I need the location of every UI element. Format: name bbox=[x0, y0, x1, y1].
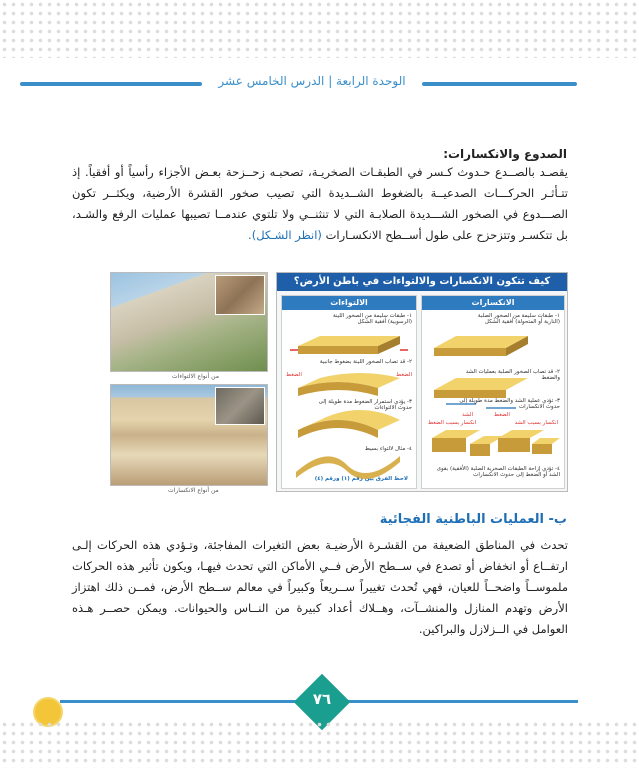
fault-block-b-side bbox=[470, 444, 490, 456]
faults-folds-diagram bbox=[276, 272, 568, 492]
folds-panel-title: الالتواءات bbox=[282, 296, 416, 310]
top-dot-pattern bbox=[0, 0, 639, 58]
folds-step-1: ١- طبقات سليمة من الصخور اللينة (الرسوبية) أفقية الشكل bbox=[332, 313, 412, 325]
photo-folds-caption: من أنواع الالتواءات bbox=[172, 373, 219, 380]
fault-label-compression-type: انكسار بسبب الضغط bbox=[428, 420, 477, 426]
faults-panel-title: الانكسارات bbox=[422, 296, 564, 310]
section-title-faults: الصدوع والانكسارات: bbox=[443, 147, 567, 161]
sub-title-sudden-processes: ب- العمليات الباطنية الفجائية bbox=[379, 512, 567, 527]
fault-label-tension: الشد bbox=[462, 412, 473, 418]
folds-step-3: ٣- يؤدي استمرار الضغوط مدة طويلة إلى حدوث الالتواءات bbox=[318, 399, 412, 411]
bottom-dot-pattern bbox=[0, 720, 639, 768]
fault-block-d-top bbox=[532, 438, 560, 444]
fold-label-pressure-right: الضغط bbox=[396, 372, 412, 378]
fold-layer-1-side bbox=[298, 346, 378, 354]
fault-block-c-top bbox=[498, 430, 544, 438]
faults-step-3: ٣- تؤدي عملية الشد والضغط مدة طويلة إلى حدوث الانكسارات bbox=[459, 398, 560, 410]
fault-block-c-side bbox=[498, 438, 530, 452]
footer-line-right bbox=[348, 700, 578, 703]
fault-label-tension-type: انكسار بسبب الشد bbox=[514, 420, 558, 426]
fault-block-a-top bbox=[432, 430, 480, 438]
faults-paragraph bbox=[72, 162, 568, 246]
folds-step-2: ٢- قد تصاب الصخور اللينة بضغوط جانبية bbox=[319, 359, 412, 365]
sudden-processes-paragraph: تحدث في المناطق الضعيفة من القشـرة الأرضيـة بعض التغيرات المفاجئة، وتـؤدي هذه الحركات إلـى ارتفــاع أو انخفاض أو تصدع في ســطح الأرض فــي الأماكن التي تحدث فيهـا، ويكون تأثير هذه الحركات ملموســاً واضحــاً للعيان، فهي تُحدث تغييراً ســريعاً وكبيراً في معالم ســطح الأرض، فمــن ذلك اهتزاز الأرض وتهدم المنازل والمنشــآت، وهــلاك أعداد كبيرة من النــاس والحيوانات. ويمكن حصــر هـذه العوامل في الــزلازل والبراكين. bbox=[72, 538, 568, 636]
folds-note: لاحظ الفرق بين رقم (١) ورقم (٤) bbox=[314, 476, 408, 482]
footer-line-left bbox=[60, 700, 296, 703]
header-line-left bbox=[20, 82, 202, 86]
cliff-folds-photo bbox=[110, 272, 268, 372]
faults-step-4: ٤- تؤدي إزاحة الطبقات الصخرية الصلبة (الأفقية) بقوى الشد أو الضغط إلى حدوث الانكسارات bbox=[436, 466, 560, 478]
faults-panel bbox=[421, 295, 565, 489]
page-number: ٧٦ bbox=[312, 690, 332, 708]
header-line-right bbox=[422, 82, 577, 86]
fold-label-pressure-left: الضغط bbox=[286, 372, 302, 378]
fault-layer-2-side bbox=[434, 390, 506, 398]
fault-block-d-side bbox=[532, 444, 552, 454]
strata-faults-photo bbox=[110, 384, 268, 486]
photo-faults-caption: من أنواع الانكسارات bbox=[168, 487, 219, 494]
faults-step-1: ١- طبقات سليمة من الصخور الصلبة (النارية أو المتحولة) أفقية الشكل bbox=[477, 313, 560, 325]
fault-block-a-side bbox=[432, 438, 466, 452]
header-title: الوحدة الرابعة | الدرس الخامس عشر bbox=[218, 74, 406, 88]
faults-step-2: ٢- قد تصاب الصخور الصلبة بعمليات الشد والضغط bbox=[465, 369, 560, 381]
fault-inset-photo bbox=[215, 387, 265, 425]
fault-layer-1-side bbox=[434, 348, 506, 356]
fault-label-compression: الضغط bbox=[494, 412, 510, 418]
faults-body: يقصـد بالصــدع حـدوث كـسر في الطبقـات الصخريـة، تصحبـه زحــزحة بعـض الأجزاء رأسياً أو أفقياً. إذ تتـأثـر الحركـــات الصدعيــة بالضغوط الشــديدة التي تصيب صخور القشرة الأرضية، ويكثــر تكون الصـــدوع في الصخور الشـــديدة الصلابـة التي لا تنثنــي ولا تلتوي عندمــا تصيبها عمليات الرفع والشـد، بل تتكسـر وتتزحزح على طول أســطح الانكسـارات bbox=[72, 165, 568, 242]
diagram-title: كيف تتكون الانكسارات والالتواءات في باطن الأرض؟ bbox=[277, 273, 567, 291]
see-figure-link[interactable]: (انظر الشـكل). bbox=[248, 228, 322, 242]
folds-panel bbox=[281, 295, 417, 489]
rock-inset-photo bbox=[215, 275, 265, 315]
folds-step-4: ٤- مثال لالتواء بسيط bbox=[364, 446, 412, 452]
